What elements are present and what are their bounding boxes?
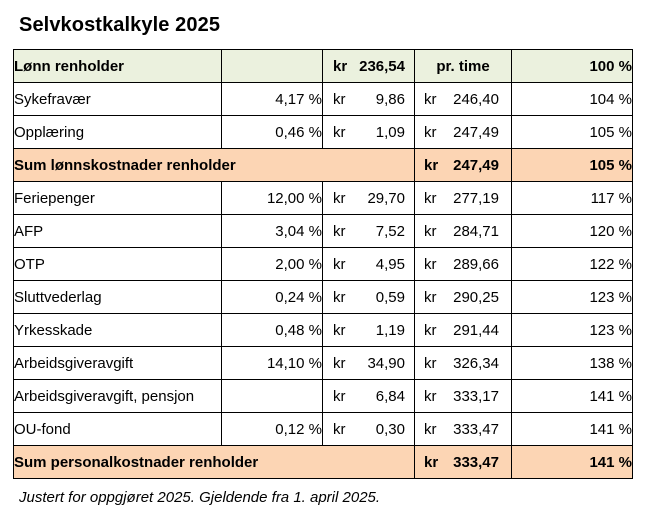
currency: kr xyxy=(424,222,437,240)
row-label: Arbeidsgiveravgift, pensjon xyxy=(14,380,222,413)
row-label: OTP xyxy=(14,248,222,281)
row-share: 123 % xyxy=(512,314,633,347)
row-cumulative xyxy=(415,314,512,347)
currency: kr xyxy=(333,321,346,339)
amount: 9,86 xyxy=(375,90,405,108)
currency: kr xyxy=(333,387,346,405)
row-percent: 3,04 % xyxy=(222,215,323,248)
row-cumulative xyxy=(415,248,512,281)
amount: 291,44 xyxy=(453,321,499,339)
amount: 326,34 xyxy=(453,354,499,372)
currency: kr xyxy=(424,288,437,306)
row-cumulative xyxy=(415,380,512,413)
row-amount xyxy=(323,413,415,446)
row-label: AFP xyxy=(14,215,222,248)
amount: 246,40 xyxy=(453,90,499,108)
currency: kr xyxy=(424,156,439,174)
table-row xyxy=(14,116,633,149)
row-share: 104 % xyxy=(512,83,633,116)
row-percent: 4,17 % xyxy=(222,83,323,116)
amount: 284,71 xyxy=(453,222,499,240)
currency: kr xyxy=(333,420,346,438)
currency: kr xyxy=(333,354,346,372)
row-amount xyxy=(323,281,415,314)
table-row xyxy=(14,413,633,446)
row-label: Yrkesskade xyxy=(14,314,222,347)
table-header-row xyxy=(14,50,633,83)
sum-share: 141 % xyxy=(512,446,633,479)
row-amount xyxy=(323,380,415,413)
amount: 247,49 xyxy=(453,156,499,174)
currency: kr xyxy=(333,90,346,108)
amount: 289,66 xyxy=(453,255,499,273)
sum-cumulative xyxy=(415,446,512,479)
row-amount xyxy=(323,215,415,248)
currency: kr xyxy=(424,321,437,339)
row-amount xyxy=(323,182,415,215)
amount: 4,95 xyxy=(375,255,405,273)
amount: 247,49 xyxy=(453,123,499,141)
amount: 6,84 xyxy=(375,387,405,405)
sum-share: 105 % xyxy=(512,149,633,182)
header-per-hour: pr. time xyxy=(415,50,512,83)
amount: 34,90 xyxy=(367,354,405,372)
row-cumulative xyxy=(415,215,512,248)
row-percent xyxy=(222,380,323,413)
currency: kr xyxy=(333,57,348,75)
currency: kr xyxy=(333,189,346,207)
row-amount xyxy=(323,116,415,149)
amount: 277,19 xyxy=(453,189,499,207)
row-amount xyxy=(323,347,415,380)
currency: kr xyxy=(424,420,437,438)
amount: 0,59 xyxy=(375,288,405,306)
currency: kr xyxy=(424,189,437,207)
amount: 7,52 xyxy=(375,222,405,240)
row-percent: 14,10 % xyxy=(222,347,323,380)
currency: kr xyxy=(424,123,437,141)
table-row xyxy=(14,380,633,413)
currency: kr xyxy=(424,255,437,273)
row-label: OU-fond xyxy=(14,413,222,446)
amount: 0,30 xyxy=(375,420,405,438)
amount: 290,25 xyxy=(453,288,499,306)
row-label: Sykefravær xyxy=(14,83,222,116)
amount: 1,09 xyxy=(375,123,405,141)
row-percent: 2,00 % xyxy=(222,248,323,281)
table-row xyxy=(14,281,633,314)
row-cumulative xyxy=(415,83,512,116)
currency: kr xyxy=(424,90,437,108)
currency: kr xyxy=(424,453,439,471)
row-amount xyxy=(323,314,415,347)
row-amount xyxy=(323,248,415,281)
row-percent: 0,46 % xyxy=(222,116,323,149)
row-cumulative xyxy=(415,281,512,314)
row-percent: 0,12 % xyxy=(222,413,323,446)
sum-label: Sum personalkostnader renholder xyxy=(14,446,415,479)
row-cumulative xyxy=(415,347,512,380)
row-share: 123 % xyxy=(512,281,633,314)
table-row xyxy=(14,314,633,347)
table-row xyxy=(14,83,633,116)
row-share: 141 % xyxy=(512,380,633,413)
row-share: 141 % xyxy=(512,413,633,446)
sum-cumulative xyxy=(415,149,512,182)
header-label: Lønn renholder xyxy=(14,50,222,83)
row-label: Arbeidsgiveravgift xyxy=(14,347,222,380)
row-label: Sluttvederlag xyxy=(14,281,222,314)
row-percent: 0,24 % xyxy=(222,281,323,314)
table-row xyxy=(14,215,633,248)
currency: kr xyxy=(424,387,437,405)
amount: 1,19 xyxy=(375,321,405,339)
currency: kr xyxy=(333,222,346,240)
amount: 333,47 xyxy=(453,453,499,471)
amount: 236,54 xyxy=(359,57,405,75)
row-cumulative xyxy=(415,116,512,149)
table-row xyxy=(14,248,633,281)
amount: 333,47 xyxy=(453,420,499,438)
header-share: 100 % xyxy=(512,50,633,83)
sum-row xyxy=(14,149,633,182)
row-share: 105 % xyxy=(512,116,633,149)
row-amount xyxy=(323,83,415,116)
row-cumulative xyxy=(415,413,512,446)
currency: kr xyxy=(333,288,346,306)
header-amount-cell xyxy=(323,50,415,83)
table-row xyxy=(14,347,633,380)
page-title: Selvkostkalkyle 2025 xyxy=(19,14,221,36)
row-label: Opplæring xyxy=(14,116,222,149)
row-share: 117 % xyxy=(512,182,633,215)
amount: 29,70 xyxy=(367,189,405,207)
row-percent: 12,00 % xyxy=(222,182,323,215)
row-cumulative xyxy=(415,182,512,215)
row-label: Feriepenger xyxy=(14,182,222,215)
cost-table xyxy=(13,49,633,479)
currency: kr xyxy=(424,354,437,372)
row-share: 138 % xyxy=(512,347,633,380)
amount: 333,17 xyxy=(453,387,499,405)
row-percent: 0,48 % xyxy=(222,314,323,347)
row-share: 120 % xyxy=(512,215,633,248)
sum-row xyxy=(14,446,633,479)
currency: kr xyxy=(333,255,346,273)
table-row xyxy=(14,182,633,215)
header-empty-cell xyxy=(222,50,323,83)
sum-label: Sum lønnskostnader renholder xyxy=(14,149,415,182)
currency: kr xyxy=(333,123,346,141)
footnote: Justert for oppgjøret 2025. Gjeldende fra 1. april 2025. xyxy=(19,489,381,506)
row-share: 122 % xyxy=(512,248,633,281)
